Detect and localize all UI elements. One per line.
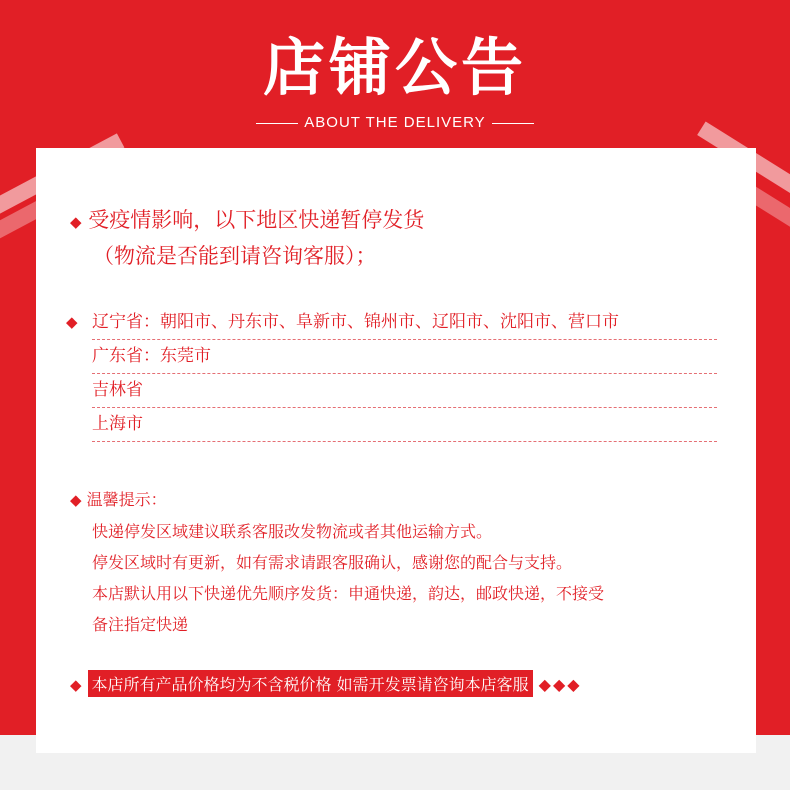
divider — [492, 123, 534, 124]
tip-line: 备注指定快递 — [92, 615, 189, 634]
page-title: 店铺公告 — [262, 31, 527, 104]
tip-line: 本店默认用以下快递优先顺序发货：申通快递，韵达，邮政快递，不接受 — [92, 584, 605, 603]
tips-heading: 温馨提示： — [86, 490, 167, 509]
tips-section — [70, 484, 750, 640]
subtitle-text: ABOUT THE DELIVERY — [304, 114, 486, 131]
region-row — [66, 306, 717, 340]
diamond-icon: ◆ — [66, 313, 78, 331]
diamond-icon: ◆ — [70, 213, 82, 231]
region-row — [92, 340, 717, 374]
suspension-notice — [70, 203, 424, 273]
tax-notice-text: 本店所有产品价格均为不含税价格 如需开发票请咨询本店客服 — [88, 670, 533, 697]
region-row — [92, 408, 717, 442]
page-subtitle — [0, 114, 790, 131]
tax-notice — [70, 670, 582, 697]
region-text: 吉林省 — [92, 380, 143, 400]
diamond-icon: ◆ — [70, 491, 82, 509]
notice-line-2: （物流是否能到请咨询客服）； — [93, 244, 377, 268]
tip-line: 停发区域时有更新，如有需求请跟客服确认，感谢您的配合与支持。 — [92, 553, 573, 572]
announcement-card — [36, 148, 756, 753]
region-text: 辽宁省：朝阳市、丹东市、阜新市、锦州市、辽阳市、沈阳市、营口市 — [92, 312, 619, 332]
region-text: 上海市 — [92, 414, 143, 434]
region-list — [66, 306, 760, 442]
tip-line: 快递停发区域建议联系客服改发物流或者其他运输方式。 — [92, 522, 493, 541]
divider — [256, 123, 298, 124]
diamond-icon: ◆ — [70, 676, 82, 694]
notice-line-1: 受疫情影响，以下地区快递暂停发货 — [88, 208, 425, 232]
region-row — [92, 374, 717, 408]
region-text: 广东省：东莞市 — [92, 346, 211, 366]
diamond-icon: ◆◆◆ — [538, 675, 582, 694]
